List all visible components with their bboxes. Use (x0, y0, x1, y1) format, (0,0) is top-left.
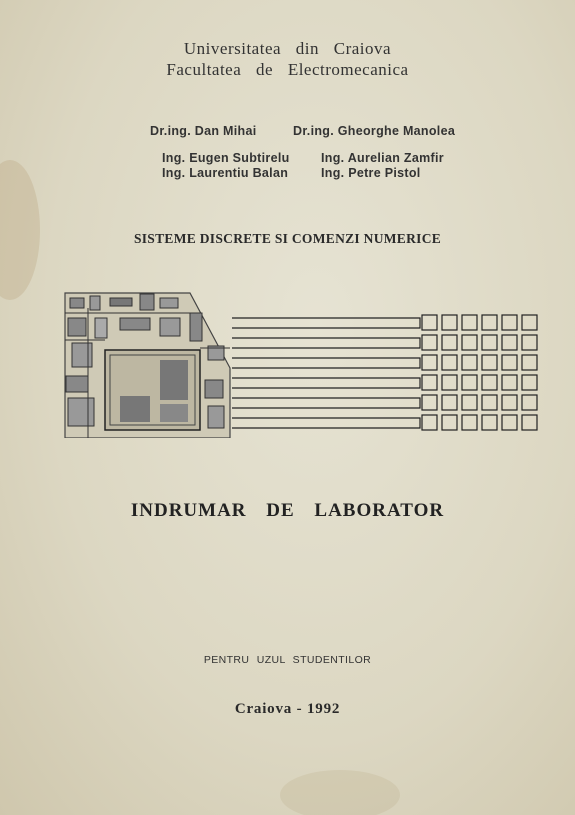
bus-line (232, 418, 420, 428)
register-cell (522, 375, 537, 390)
bus-line (232, 318, 420, 328)
register-cell (422, 395, 437, 410)
author-secondary-3: Ing. Laurentiu Balan (162, 166, 289, 180)
register-cell (462, 395, 477, 410)
course-title: SISTEME DISCRETE SI COMENZI NUMERICE (133, 231, 442, 246)
register-cell (502, 395, 517, 410)
author-secondary-1: Ing. Eugen Subtirelu (162, 151, 290, 165)
place-and-year: Craiova - 1992 (234, 701, 341, 717)
audience-note: PENTRU UZUL STUDENTILOR (203, 654, 372, 666)
register-cell (462, 315, 477, 330)
register-cell (522, 415, 537, 430)
main-title: INDRUMAR DE LABORATOR (130, 500, 445, 521)
register-cell (422, 355, 437, 370)
register-cell (442, 335, 457, 350)
bus-line (232, 398, 420, 408)
register-cell (482, 395, 497, 410)
register-cell (442, 355, 457, 370)
register-cell (522, 315, 537, 330)
paper-stain (280, 770, 400, 815)
register-cell (482, 335, 497, 350)
register-cell (442, 415, 457, 430)
bus-line (232, 378, 420, 388)
bus-line (232, 338, 420, 348)
author-secondary-2: Ing. Aurelian Zamfir (321, 151, 444, 165)
register-cell (442, 395, 457, 410)
register-cell (422, 375, 437, 390)
author-primary-1: Dr.ing. Dan Mihai (150, 124, 257, 138)
register-cell (422, 315, 437, 330)
faculty-name: Facultatea de Electromecanica (166, 60, 409, 79)
university-header (0, 38, 575, 80)
circuit-board-illustration-icon (60, 288, 545, 438)
paper-stain (0, 160, 40, 300)
register-cell (482, 415, 497, 430)
register-cell (482, 355, 497, 370)
register-cell (422, 335, 437, 350)
university-name: Universitatea din Craiova (183, 39, 392, 58)
bus-line (232, 358, 420, 368)
register-cell (502, 375, 517, 390)
bus-lines-with-registers (232, 315, 537, 430)
register-cell (482, 315, 497, 330)
register-cell (522, 355, 537, 370)
register-cell (462, 355, 477, 370)
author-primary-2: Dr.ing. Gheorghe Manolea (293, 124, 456, 138)
register-cell (442, 315, 457, 330)
register-cell (502, 315, 517, 330)
register-cell (502, 415, 517, 430)
register-cell (522, 395, 537, 410)
author-secondary-4: Ing. Petre Pistol (321, 166, 421, 180)
register-cell (462, 375, 477, 390)
register-cell (502, 355, 517, 370)
register-cell (462, 415, 477, 430)
register-cell (522, 335, 537, 350)
register-cell (482, 375, 497, 390)
register-cell (422, 415, 437, 430)
register-cell (462, 335, 477, 350)
register-cell (502, 335, 517, 350)
register-cell (442, 375, 457, 390)
